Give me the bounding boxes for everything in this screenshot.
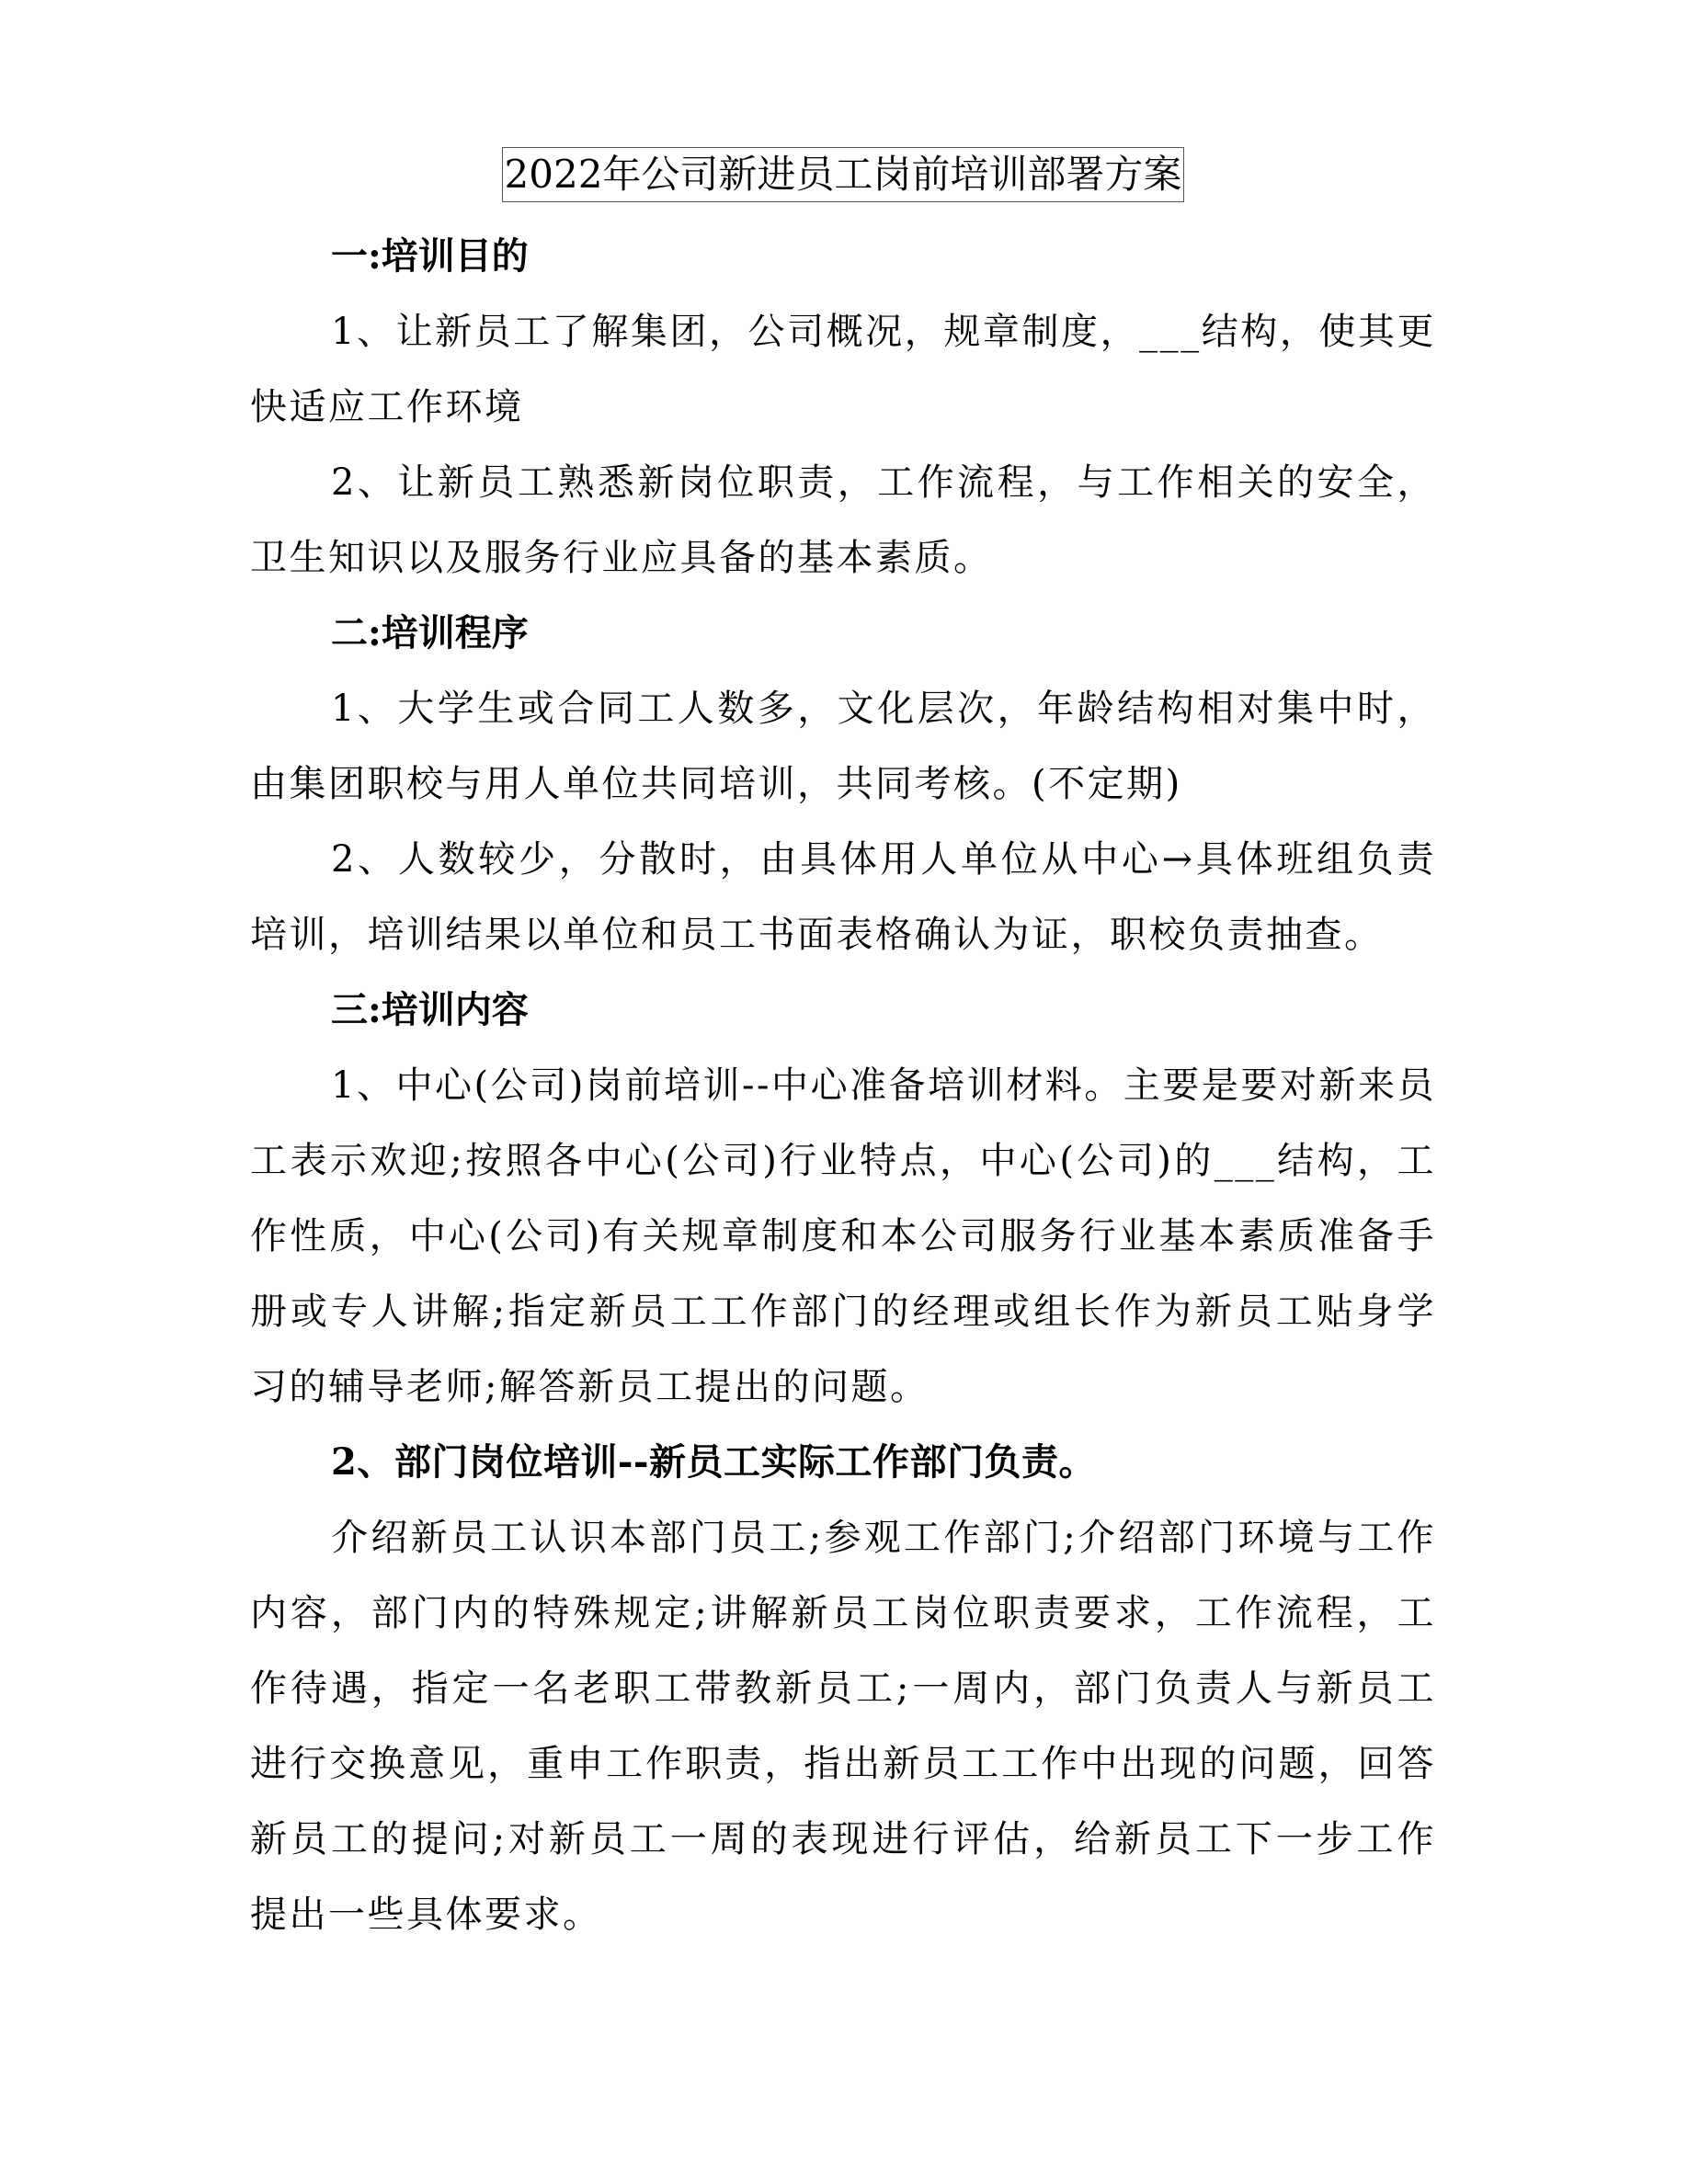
content-paragraph-3: 介绍新员工认识本部门员工;参观工作部门;介绍部门环境与工作内容，部门内的特殊规定;讲解新员工岗位职责要求，工作流程，工作待遇，指定一名老职工带教新员工;一周内，部门负责人与新员工进行交换意见，重申工作职责，指出新员工工作中出现的问题，回答新员工的提问;对新员工一周的表现进行评估，给新员工下一步工作提出一些具体要求。 xyxy=(250,1517,1436,1936)
section-heading-content: 三:培训内容 xyxy=(331,988,529,1031)
document-page xyxy=(250,147,1436,1952)
section-heading-procedure: 二:培训程序 xyxy=(331,611,529,654)
content-paragraph-2-subheading: 2、部门岗位培训--新员工实际工作部门负责。 xyxy=(331,1440,1097,1484)
section-heading-purpose: 一:培训目的 xyxy=(331,234,529,278)
section-procedure xyxy=(250,596,1436,973)
purpose-paragraph-1: 1、让新员工了解集团，公司概况，规章制度，___结构，使其更快适应工作环境 xyxy=(250,311,1436,428)
section-purpose xyxy=(250,219,1436,596)
procedure-paragraph-2: 2、人数较少，分散时，由具体用人单位从中心→具体班组负责培训，培训结果以单位和员工书面表格确认为证，职校负责抽查。 xyxy=(250,838,1436,956)
content-paragraph-1: 1、中心(公司)岗前培训--中心准备培训材料。主要是要对新来员工表示欢迎;按照各中心(公司)行业特点，中心(公司)的___结构，工作性质，中心(公司)有关规章制度和本公司服务行业基本素质准备手册或专人讲解;指定新员工工作部门的经理或组长作为新员工贴身学习的辅导老师;解答新员工提出的问题。 xyxy=(250,1064,1436,1408)
section-content xyxy=(250,973,1436,1952)
title-wrapper xyxy=(250,147,1436,202)
document-title: 2022年公司新进员工岗前培训部署方案 xyxy=(502,147,1185,202)
purpose-paragraph-2: 2、让新员工熟悉新岗位职责，工作流程，与工作相关的安全，卫生知识以及服务行业应具备的基本素质。 xyxy=(250,461,1436,579)
procedure-paragraph-1: 1、大学生或合同工人数多，文化层次，年龄结构相对集中时，由集团职校与用人单位共同培训，共同考核。(不定期) xyxy=(250,688,1436,805)
